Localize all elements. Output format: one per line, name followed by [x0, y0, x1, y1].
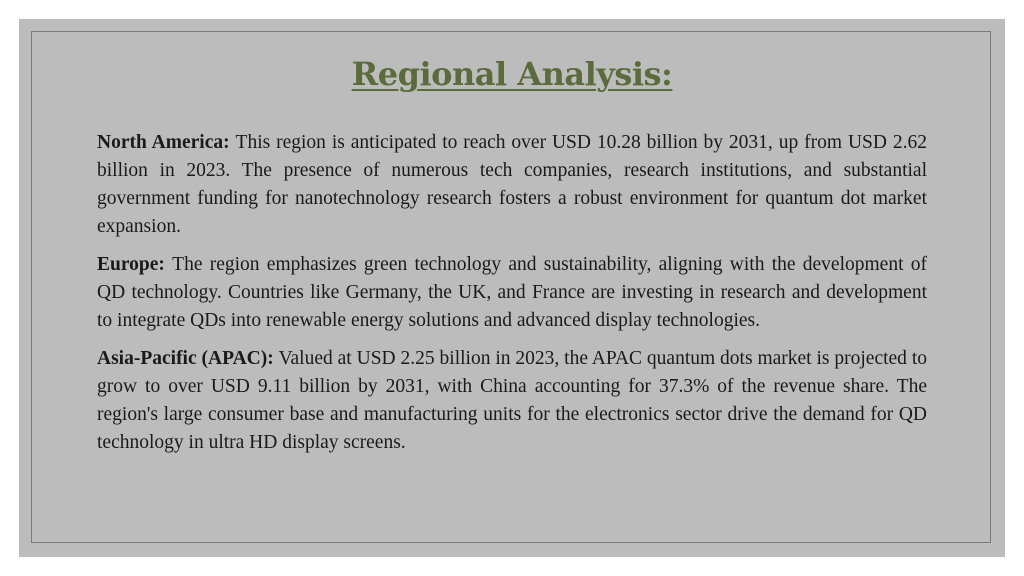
slide-title: Regional Analysis: — [351, 55, 673, 93]
paragraph-europe — [97, 251, 927, 335]
paragraph-north-america — [97, 129, 927, 241]
paragraph-asia-pacific — [97, 345, 927, 457]
paragraph-text: The region emphasizes green technology and sustainability, aligning with the development of QD technology. Countries like Germany, the UK, and France are investing in research and development to integrate QDs into renewable energy solutions and advanced display technologies. — [97, 254, 927, 331]
paragraph-text: Valued at USD 2.25 billion in 2023, the APAC quantum dots market is projected to grow to over USD 9.11 billion by 2031, with China accounting for 37.3% of the revenue share. The region's large consumer base and manufacturing units for the electronics sector drive the demand for QD technology in ultra HD display screens. — [97, 348, 927, 453]
paragraph-heading: Asia-Pacific (APAC): — [97, 348, 279, 369]
slide — [19, 19, 1005, 557]
paragraph-heading: Europe: — [97, 254, 173, 275]
slide-body — [97, 129, 927, 467]
paragraph-text: This region is anticipated to reach over USD 10.28 billion by 2031, up from USD 2.62 billion in 2023. The presence of numerous tech companies, research institutions, and substantial government funding for nanotechnology research fosters a robust environment for quantum dot market expansion. — [97, 132, 927, 237]
paragraph-heading: North America: — [97, 132, 236, 153]
